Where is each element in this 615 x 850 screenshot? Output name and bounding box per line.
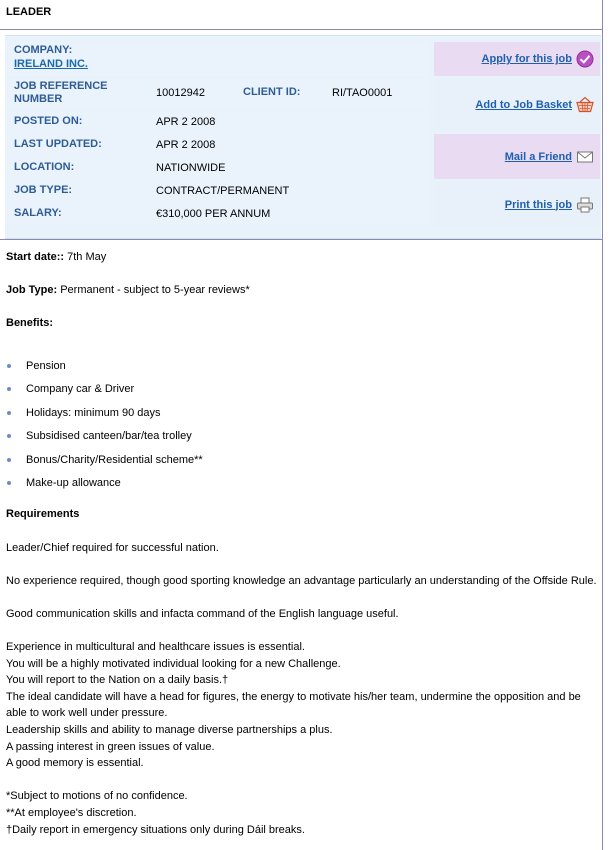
print-job-link[interactable]: Print this job (504, 198, 572, 211)
panel-divider (0, 239, 602, 240)
requirement-line: You will report to the Nation on a daily basis.† (6, 674, 229, 687)
job-type-row (5, 180, 430, 202)
company-label: COMPANY: (14, 44, 73, 56)
apply-action[interactable] (434, 42, 600, 76)
print-action[interactable] (434, 182, 600, 227)
requirement-line: Leadership skills and ability to manage diverse partnerships a plus. (6, 724, 333, 737)
requirements-paragraph: Leader/Chief required for successful nation. (6, 541, 219, 554)
list-item: Pension (6, 358, 598, 381)
company-link[interactable]: IRELAND INC. (14, 58, 88, 70)
requirements-heading: Requirements (6, 508, 80, 521)
basket-icon[interactable] (576, 96, 594, 114)
start-date-value: 7th May (64, 251, 107, 263)
add-to-basket-link[interactable]: Add to Job Basket (475, 99, 572, 111)
printer-icon[interactable] (576, 196, 594, 214)
list-item: Make-up allowance (6, 475, 598, 498)
footnote: *Subject to motions of no confidence. (6, 790, 188, 803)
footnote: **At employee's discretion. (6, 807, 137, 819)
job-reference-label-line2: NUMBER (14, 93, 63, 105)
last-updated-value: APR 2 2008 (156, 139, 216, 151)
mail-action[interactable] (434, 134, 600, 179)
job-reference-value: 10012942 (156, 87, 205, 99)
start-date-line (6, 249, 598, 266)
requirement-line: You will be a highly motivated individual looking for a new Challenge. (6, 657, 341, 670)
job-summary-panel (5, 35, 601, 239)
salary-label: SALARY: (14, 207, 62, 219)
requirement-line: Experience in multicultural and healthcare issues is essential. (6, 641, 305, 654)
job-reference-row (5, 79, 430, 109)
last-updated-row (5, 134, 430, 156)
apply-link[interactable]: Apply for this job (481, 53, 572, 65)
list-item: Subsidised canteen/bar/tea trolley (6, 428, 598, 451)
footnote: †Daily report in emergency situations only during Dáil breaks. (6, 823, 305, 836)
page-title: LEADER (6, 6, 52, 18)
mail-a-friend-link[interactable]: Mail a Friend (504, 150, 572, 163)
envelope-icon[interactable] (576, 148, 594, 166)
location-row (5, 157, 430, 179)
job-type-label: JOB TYPE: (14, 184, 73, 196)
posted-row (5, 111, 430, 133)
posted-value: APR 2 2008 (156, 116, 216, 128)
job-description (6, 249, 598, 838)
checkmark-icon[interactable] (576, 50, 594, 68)
benefits-list (6, 358, 598, 498)
list-item: Bonus/Charity/Residential scheme** (6, 452, 598, 475)
title-bar (0, 0, 602, 30)
job-type-line (6, 282, 598, 299)
salary-row (5, 203, 430, 225)
requirements-block (6, 639, 598, 772)
start-date-label: Start date:: (6, 251, 65, 263)
job-type-detail-label: Job Type: (6, 284, 58, 297)
job-type-detail-value: Permanent - subject to 5-year reviews* (57, 284, 250, 297)
benefits-heading: Benefits: (6, 317, 54, 330)
location-value: NATIONWIDE (156, 162, 226, 174)
list-item: Holidays: minimum 90 days (6, 405, 598, 428)
requirement-line: A good memory is essential. (6, 757, 144, 770)
list-item: Company car & Driver (6, 381, 598, 404)
footnotes (6, 788, 598, 838)
company-row (5, 42, 430, 76)
requirements-paragraph: Good communication skills and infacta command of the English language useful. (6, 607, 399, 620)
basket-action[interactable] (434, 79, 600, 131)
client-id-label: CLIENT ID: (243, 86, 301, 98)
requirement-line: A passing interest in green issues of value. (6, 740, 215, 753)
last-updated-label: LAST UPDATED: (14, 138, 102, 150)
requirements-paragraph: No experience required, though good sporting knowledge an advantage particularly an understanding of the Offside Rule. (6, 574, 597, 587)
job-reference-label-line1: JOB REFERENCE (14, 80, 108, 92)
salary-value: €310,000 PER ANNUM (156, 208, 271, 220)
requirement-line: The ideal candidate will have a head for figures, the energy to motivate his/her team, undermine the opposition and be able to work well under pressure. (6, 690, 581, 720)
posted-label: POSTED ON: (14, 115, 83, 127)
job-type-value: CONTRACT/PERMANENT (156, 185, 290, 197)
client-id-value: RI/TAO0001 (332, 87, 393, 99)
location-label: LOCATION: (14, 161, 75, 173)
